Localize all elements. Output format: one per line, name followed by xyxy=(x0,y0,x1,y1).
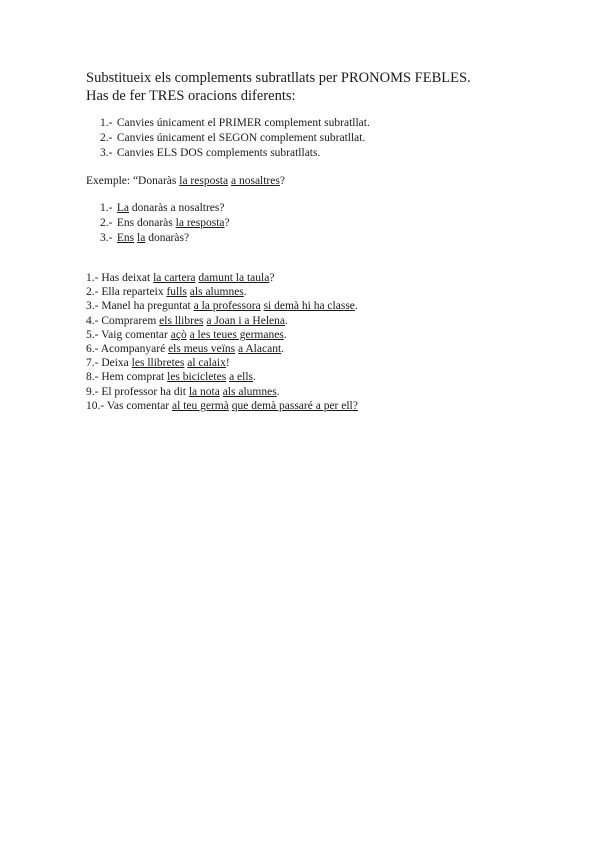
sentence-text: ! xyxy=(225,357,230,370)
example-end: ? xyxy=(279,175,285,187)
underlined-complement: a Alacant xyxy=(238,343,282,356)
sentence-text: . xyxy=(276,385,280,398)
answer-text xyxy=(117,201,225,216)
sentence-text: 10.- Vas comentar xyxy=(86,399,173,412)
sentence-text: . xyxy=(284,314,288,327)
sentence-text: 6.- Acompanyaré xyxy=(86,343,169,356)
page-subtitle: Has de fer TRES oracions diferents: xyxy=(86,88,296,104)
sentence-text: 4.- Comprarem xyxy=(86,314,160,327)
underlined-complement: al calaix xyxy=(187,357,226,370)
exercise-sentence xyxy=(86,356,358,370)
example-answer xyxy=(100,216,230,231)
underlined-complement: els meus veïns xyxy=(168,343,236,356)
item-number: 2.- xyxy=(100,132,113,144)
sentence-text: 5.- Vaig comentar xyxy=(86,328,171,341)
underlined-complement: damunt la taula xyxy=(198,272,270,284)
item-text: Canvies únicament el SEGON complement subratllat. xyxy=(116,132,366,144)
sentence-text: 1.- Has deixat xyxy=(86,272,154,284)
item-number: 1.- xyxy=(100,202,113,214)
underlined-complement: la resposta xyxy=(175,217,225,229)
underlined-complement: La xyxy=(116,202,130,214)
underlined-complement: a les teues germanes xyxy=(189,328,284,341)
underlined-complement: que demà passaré a per ell? xyxy=(231,399,358,412)
underlined-complement: a Joan i a Helena xyxy=(206,314,285,327)
list-item xyxy=(100,131,370,146)
example-answer xyxy=(100,201,230,216)
instructions-list xyxy=(100,116,370,161)
list-item xyxy=(100,146,370,161)
example-answer xyxy=(100,231,230,246)
exercise-sentence xyxy=(86,285,358,299)
underlined-complement: la cartera xyxy=(153,272,196,284)
sentence-text: ? xyxy=(224,217,230,229)
sentence-text: 9.- El professor ha dit xyxy=(86,385,189,398)
sentence-text: 8.- Hem comprat xyxy=(86,371,168,384)
item-number: 1.- xyxy=(100,117,113,129)
example-label: Exemple: “Donaràs xyxy=(86,175,180,187)
underlined-complement: les llibretes xyxy=(131,357,185,370)
underlined-complement: la resposta xyxy=(179,175,229,187)
sentence-text: Ens donaràs xyxy=(116,217,176,229)
underlined-complement: a nosaltres xyxy=(230,175,280,187)
exercise-sentence xyxy=(86,370,358,384)
underlined-complement: als alumnes xyxy=(189,286,244,299)
exercise-sentence xyxy=(86,328,358,342)
answer-text xyxy=(117,216,230,231)
underlined-complement: a ells xyxy=(229,371,254,384)
sentence-text: . xyxy=(354,300,358,313)
underlined-complement: els llibres xyxy=(159,314,204,327)
item-number: 2.- xyxy=(100,217,113,229)
exercise-sentence xyxy=(86,342,358,356)
example-sentence xyxy=(86,174,285,189)
underlined-complement: fulls xyxy=(166,286,187,299)
exercise-sentence xyxy=(86,314,358,328)
item-number: 3.- xyxy=(100,147,113,159)
sentence-text: ? xyxy=(269,272,275,284)
sentence-text: donaràs a nosaltres? xyxy=(129,202,225,214)
sentence-text: donaràs? xyxy=(145,232,190,244)
sentence-text: 7.- Deixa xyxy=(86,357,132,370)
exercise-sentence xyxy=(86,399,358,413)
item-text: Canvies únicament el PRIMER complement subratllat. xyxy=(116,117,370,129)
underlined-complement: açò xyxy=(170,328,187,341)
page-title: Substitueix els complements subratllats per PRONOMS FEBLES. xyxy=(86,70,471,86)
item-text: Canvies ELS DOS complements subratllats. xyxy=(116,147,321,159)
answer-text xyxy=(117,231,189,246)
underlined-complement: la nota xyxy=(188,385,220,398)
example-answers-list xyxy=(100,201,230,246)
exercises-list xyxy=(86,271,358,413)
underlined-complement: Ens xyxy=(116,232,135,244)
underlined-complement: a la professora xyxy=(193,300,261,313)
sentence-text: 3.- Manel ha preguntat xyxy=(86,300,194,313)
sentence-text: 2.- Ella reparteix xyxy=(86,286,167,299)
underlined-complement: les bicicletes xyxy=(167,371,227,384)
sentence-text: . xyxy=(283,328,287,341)
exercise-sentence xyxy=(86,271,358,285)
sentence-text: . xyxy=(281,343,285,356)
underlined-complement: als alumnes xyxy=(222,385,277,398)
sentence-text: . xyxy=(243,286,247,299)
underlined-complement: la xyxy=(137,232,146,244)
exercise-sentence xyxy=(86,385,358,399)
list-item xyxy=(100,116,370,131)
exercise-sentence xyxy=(86,299,358,313)
underlined-complement: al teu germà xyxy=(172,399,229,412)
sentence-text: . xyxy=(253,371,256,384)
underlined-complement: si demà hi ha classe xyxy=(263,300,355,313)
item-number: 3.- xyxy=(100,232,113,244)
